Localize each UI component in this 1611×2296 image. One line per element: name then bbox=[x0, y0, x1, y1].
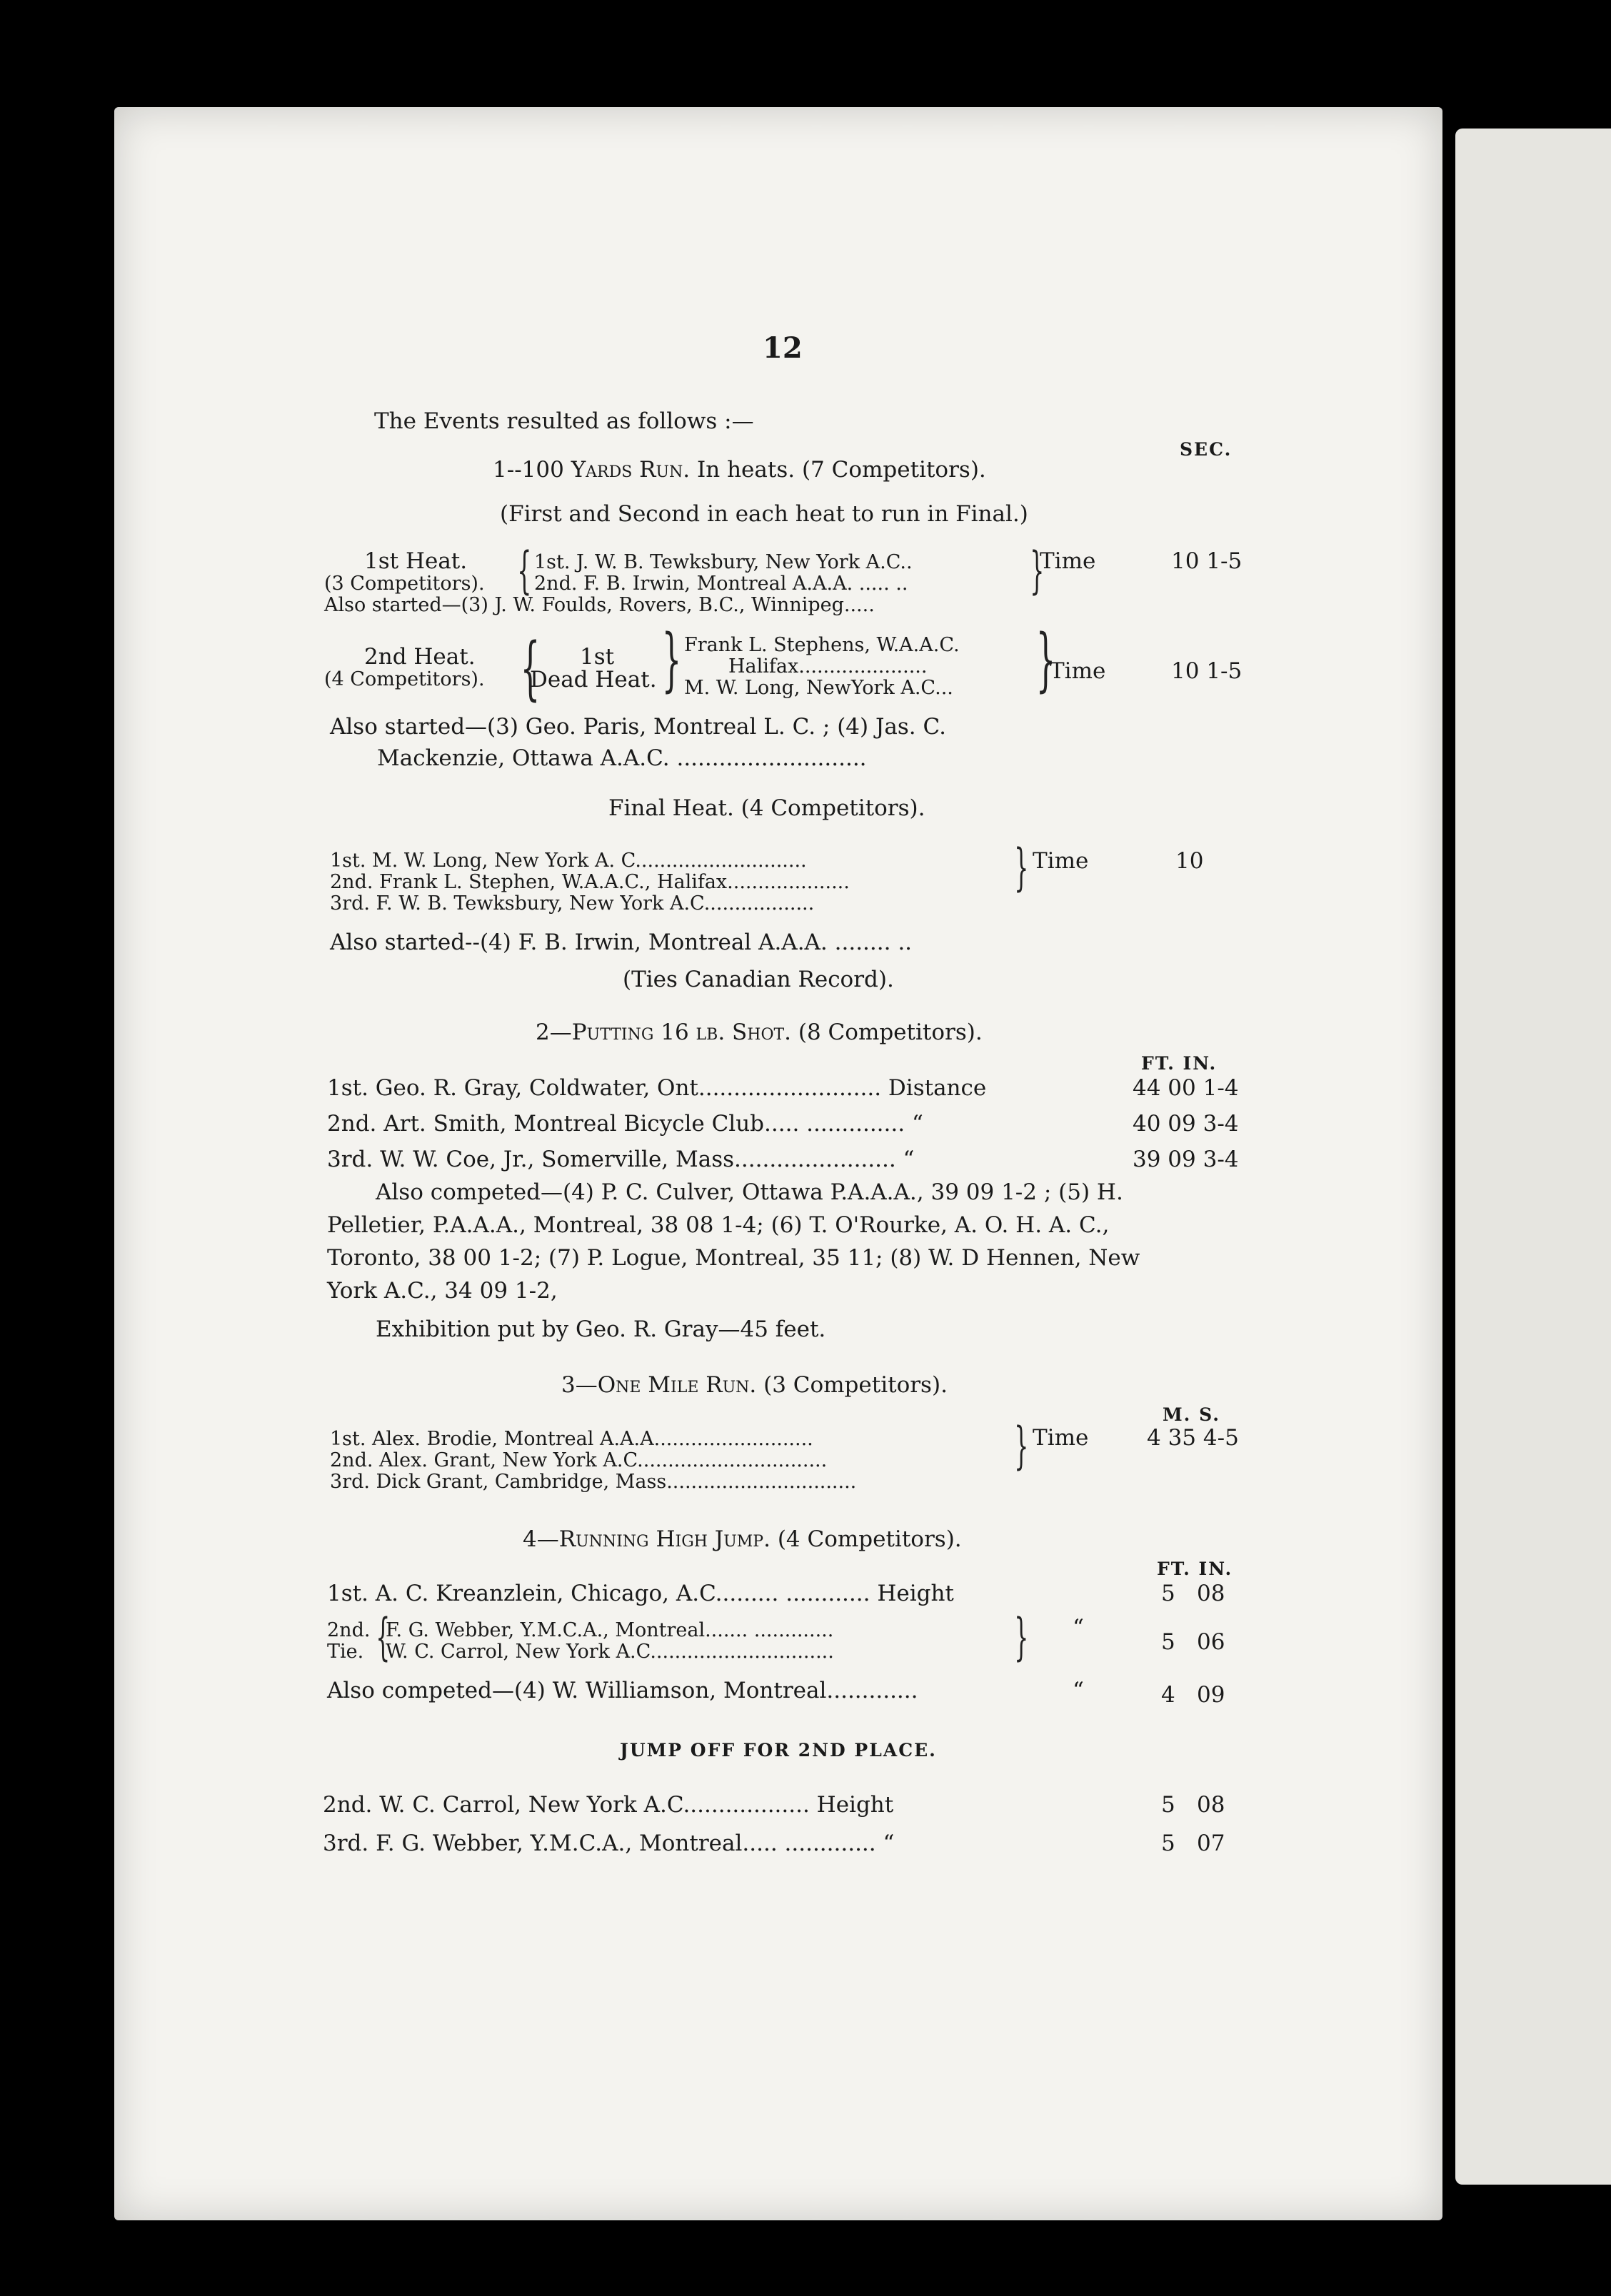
event4-row1-text: 1st. A. C. Kreanzlein, Chicago, A.C......... ............ Height bbox=[327, 1581, 954, 1606]
event2-subtitle: (8 Competitors). bbox=[798, 1019, 983, 1045]
sec-column-header: SEC. bbox=[1180, 439, 1233, 460]
event2-row3-value: 39 09 3-4 bbox=[1133, 1147, 1239, 1172]
intro-text: The Events resulted as follows :— bbox=[374, 408, 754, 434]
jumpoff-row1-text: 2nd. W. C. Carrol, New York A.C.................. Height bbox=[323, 1792, 894, 1818]
heat2-mid-brace: } bbox=[661, 620, 682, 700]
event2-row1-value: 44 00 1-4 bbox=[1133, 1075, 1239, 1101]
event2-also-line1: Also competed—(4) P. C. Culver, Ottawa P.A.A.A., 39 09 1-2 ; (5) H. bbox=[376, 1179, 1123, 1205]
heat2-competitors: (4 Competitors). bbox=[324, 668, 485, 690]
event4-also-text: Also competed—(4) W. Williamson, Montreal............. bbox=[327, 1678, 918, 1703]
heat2-line2: Halifax..................... bbox=[728, 655, 928, 678]
final-also: Also started--(4) F. B. Irwin, Montreal A.A.A. ........ .. bbox=[330, 930, 913, 955]
event4-subtitle: (4 Competitors). bbox=[777, 1526, 962, 1552]
heat1-line1: 1st. J. W. B. Tewksbury, New York A.C.. bbox=[534, 551, 913, 573]
jumpoff-title: JUMP OFF FOR 2ND PLACE. bbox=[620, 1740, 937, 1761]
final-line1: 1st. M. W. Long, New York A. C............................ bbox=[330, 850, 807, 872]
event2-row2-value: 40 09 3-4 bbox=[1133, 1111, 1239, 1137]
final-time-label: Time bbox=[1033, 848, 1089, 874]
event2-also-line4: York A.C., 34 09 1-2, bbox=[327, 1278, 558, 1304]
heat2-left-brace: { bbox=[520, 628, 541, 708]
final-record-note: (Ties Canadian Record). bbox=[623, 967, 894, 992]
event2-also-line2: Pelletier, P.A.A.A., Montreal, 38 08 1-4; (6) T. O'Rourke, A. O. H. A. C., bbox=[327, 1212, 1110, 1238]
heat2-place1: 1st bbox=[580, 644, 615, 670]
event1-subtitle: In heats. (7 Competitors). bbox=[697, 457, 986, 483]
heat2-line1: Frank L. Stephens, W.A.A.C. bbox=[684, 634, 960, 656]
jumpoff-row2-text: 3rd. F. G. Webber, Y.M.C.A., Montreal..... ............. “ bbox=[323, 1831, 895, 1856]
event1-title-text: 1--100 Yards Run. bbox=[493, 457, 691, 483]
jumpoff-row1-ft: 5 bbox=[1161, 1792, 1175, 1818]
event2-row1-text: 1st. Geo. R. Gray, Coldwater, Ont.......................... Distance bbox=[327, 1075, 987, 1101]
event2-title bbox=[536, 1019, 983, 1045]
final-heat-title: Final Heat. (4 Competitors). bbox=[608, 795, 925, 821]
event4-row1-ft: 5 bbox=[1161, 1581, 1175, 1606]
heat1-time-label: Time bbox=[1040, 548, 1096, 574]
event3-title-text: 3—One Mile Run. bbox=[561, 1372, 757, 1398]
event2-title-text: 2—Putting 16 lb. Shot. bbox=[536, 1019, 792, 1045]
event4-row1-in: 08 bbox=[1197, 1581, 1225, 1606]
tie-label-2nd: 2nd. bbox=[327, 1619, 371, 1641]
tie-ditto-mark: “ bbox=[1073, 1615, 1084, 1641]
tie-ft: 5 bbox=[1161, 1629, 1175, 1655]
jumpoff-row2-in: 07 bbox=[1197, 1831, 1225, 1856]
tie-line2: W. C. Carrol, New York A.C.............................. bbox=[386, 1641, 834, 1663]
heat1-left-brace: { bbox=[517, 541, 532, 600]
heat2-also-line1: Also started—(3) Geo. Paris, Montreal L. C. ; (4) Jas. C. bbox=[330, 714, 946, 740]
final-right-brace: } bbox=[1014, 838, 1029, 897]
heat1-competitors: (3 Competitors). bbox=[324, 573, 485, 595]
event3-units: M. S. bbox=[1163, 1404, 1220, 1425]
heat2-line3: M. W. Long, NewYork A.C... bbox=[684, 677, 953, 699]
page-number: 12 bbox=[763, 331, 803, 365]
event2-exhibition: Exhibition put by Geo. R. Gray—45 feet. bbox=[376, 1316, 826, 1342]
event4-also-in: 09 bbox=[1197, 1682, 1225, 1708]
event4-also-ft: 4 bbox=[1161, 1682, 1175, 1708]
event2-also-line3: Toronto, 38 00 1-2; (7) P. Logue, Montreal, 35 11; (8) W. D Hennen, New bbox=[327, 1245, 1140, 1271]
heat2-time-label: Time bbox=[1050, 658, 1106, 684]
event3-time: 4 35 4-5 bbox=[1147, 1425, 1239, 1451]
event2-row3-text: 3rd. W. W. Coe, Jr., Somerville, Mass....................... “ bbox=[327, 1147, 915, 1172]
heat2-also-line2: Mackenzie, Ottawa A.A.C. ........................... bbox=[377, 745, 867, 771]
tie-label-tie: Tie. bbox=[327, 1641, 364, 1663]
tie-line1: F. G. Webber, Y.M.C.A., Montreal....... ............. bbox=[386, 1619, 834, 1641]
final-time: 10 bbox=[1175, 848, 1204, 874]
heat2-right-brace: } bbox=[1035, 620, 1056, 700]
event3-time-label: Time bbox=[1033, 1425, 1089, 1451]
event3-right-brace: } bbox=[1014, 1416, 1029, 1475]
event3-line2: 2nd. Alex. Grant, New York A.C............................... bbox=[330, 1449, 828, 1471]
tie-in: 06 bbox=[1197, 1629, 1225, 1655]
event1-note: (First and Second in each heat to run in Final.) bbox=[500, 501, 1028, 527]
event3-line1: 1st. Alex. Brodie, Montreal A.A.A.......................... bbox=[330, 1428, 813, 1450]
heat2-time: 10 1-5 bbox=[1171, 658, 1243, 684]
heat1-line3: Also started—(3) J. W. Foulds, Rovers, B.C., Winnipeg..... bbox=[324, 594, 875, 616]
event1-title bbox=[493, 457, 986, 483]
heat1-time: 10 1-5 bbox=[1171, 548, 1243, 574]
tie-left-brace: { bbox=[376, 1608, 391, 1666]
event2-row2-text: 2nd. Art. Smith, Montreal Bicycle Club..... .............. “ bbox=[327, 1111, 923, 1137]
jumpoff-row2-ft: 5 bbox=[1161, 1831, 1175, 1856]
heat2-place2: Dead Heat. bbox=[530, 667, 657, 693]
heat1-right-brace: } bbox=[1030, 541, 1045, 600]
event4-title-text: 4—Running High Jump. bbox=[523, 1526, 771, 1552]
adjacent-page-edge bbox=[1455, 129, 1611, 2185]
event3-subtitle: (3 Competitors). bbox=[763, 1372, 948, 1398]
jumpoff-row1-in: 08 bbox=[1197, 1792, 1225, 1818]
event2-units: FT. IN. bbox=[1141, 1053, 1218, 1074]
tie-right-brace: } bbox=[1014, 1608, 1029, 1666]
event4-also-mark: “ bbox=[1073, 1678, 1084, 1703]
final-line2: 2nd. Frank L. Stephen, W.A.A.C., Halifax.................... bbox=[330, 871, 850, 893]
event3-title bbox=[561, 1372, 948, 1398]
heat2-label: 2nd Heat. bbox=[364, 644, 476, 670]
final-line3: 3rd. F. W. B. Tewksbury, New York A.C.................. bbox=[330, 892, 815, 915]
event4-title bbox=[523, 1526, 962, 1552]
event3-line3: 3rd. Dick Grant, Cambridge, Mass............................... bbox=[330, 1471, 857, 1493]
heat1-label: 1st Heat. bbox=[364, 548, 468, 574]
heat1-line2: 2nd. F. B. Irwin, Montreal A.A.A. ..... .. bbox=[534, 573, 908, 595]
event4-units: FT. IN. bbox=[1157, 1559, 1233, 1579]
